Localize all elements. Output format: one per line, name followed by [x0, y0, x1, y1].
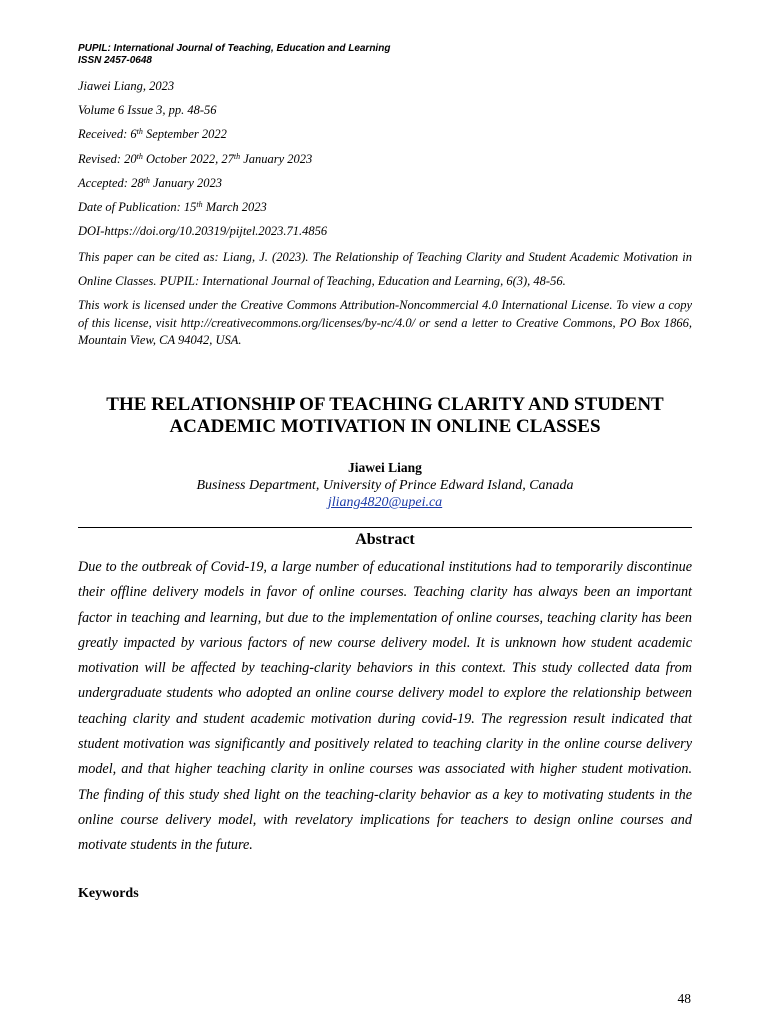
- received-date: Received: 6th September 2022: [78, 127, 227, 142]
- accepted-date: Accepted: 28th January 2023: [78, 175, 223, 190]
- title-line-1: THE RELATIONSHIP OF TEACHING CLARITY AND STUDENT: [106, 394, 664, 415]
- abstract-heading: Abstract: [355, 531, 415, 548]
- citation-note: This paper can be cited as: Liang, J. (2023). The Relationship of Teaching Clarity and Student Academic Motivation in Online Classes. PUPIL: International Journal of Teaching, Education and Learning, 6(3), 48-56.: [78, 250, 692, 288]
- email-link[interactable]: jliang4820@upei.ca: [327, 495, 443, 510]
- paper-title: [78, 394, 692, 438]
- author-year: Jiawei Liang, 2023: [78, 79, 175, 93]
- author-email: [78, 494, 692, 511]
- doi-link[interactable]: DOI-https://doi.org/10.20319/pijtel.2023.71.4856: [78, 224, 328, 239]
- revised-date: Revised: 20th October 2022, 27th January 2023: [78, 151, 313, 166]
- license-note: This work is licensed under the Creative Commons Attribution-Noncommercial 4.0 International License. To view a copy of this license, visit http://creativecommons.org/licenses/by-nc/4.0/ or send a letter to Creative Commons, PO Box 1866, Mountain View, CA 94042, USA.: [78, 298, 692, 348]
- page-number: 48: [677, 991, 691, 1006]
- publication-date: Date of Publication: 15th March 2023: [78, 199, 267, 214]
- journal-issn: ISSN 2457-0648: [78, 55, 152, 66]
- journal-name: PUPIL: International Journal of Teaching, Education and Learning: [78, 43, 391, 54]
- volume-issue: Volume 6 Issue 3, pp. 48-56: [78, 103, 217, 118]
- author-name: Jiawei Liang: [348, 460, 422, 475]
- keywords-heading: Keywords: [78, 886, 139, 901]
- author-affiliation: Business Department, University of Prince Edward Island, Canada: [196, 478, 574, 493]
- journal-header: [78, 43, 698, 67]
- title-line-2: ACADEMIC MOTIVATION IN ONLINE CLASSES: [169, 416, 601, 437]
- article-metadata: [78, 76, 692, 350]
- section-divider: [78, 527, 692, 528]
- abstract-text: Due to the outbreak of Covid-19, a large number of educational institutions had to temporarily discontinue their offline delivery models in favor of online courses. Teaching clarity has always been an important factor in teaching and learning, but due to the implementation of online courses, teaching clarity has been greatly impacted by various factors of new course delivery model. It is unknown how student academic motivation will be affected by teaching-clarity behaviors in this context. This study collected data from undergraduate students who adopted an online course delivery model to explore the relationship between teaching clarity and student academic motivation during covid-19. The regression result indicated that student motivation was significantly and positively related to teaching clarity in the online course delivery model, and that higher teaching clarity in online courses was associated with higher student motivation. The finding of this study shed light on the teaching-clarity behavior as a key to motivating students in the online course delivery model, with revelatory implications for teachers to design online courses and motivate students in the future.: [78, 559, 692, 854]
